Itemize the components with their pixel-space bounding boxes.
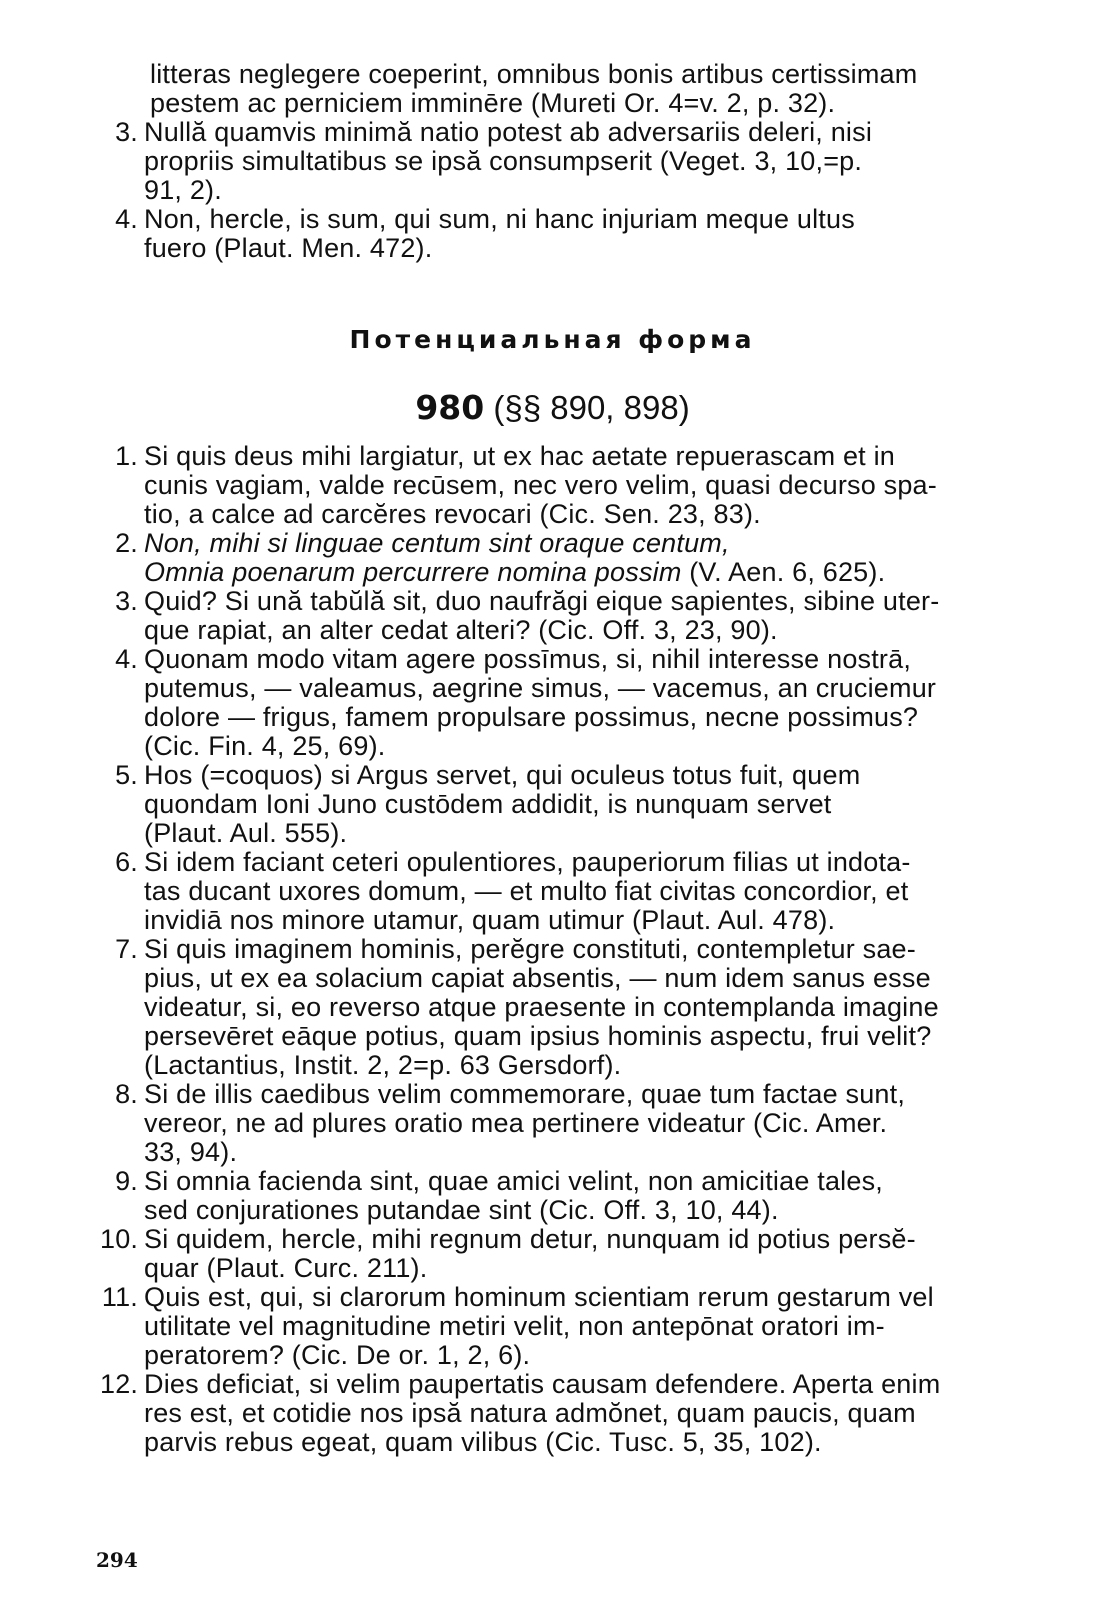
text-line: dolore — frigus, famem propulsare possimus, necne possimus? — [144, 702, 919, 732]
list-item — [100, 587, 1000, 645]
text-line: (Plaut. Aul. 555). — [144, 818, 348, 848]
exercise-list-top — [100, 118, 1000, 263]
text-line: sed conjurationes putandae sint (Cic. Off. 3, 10, 44). — [144, 1195, 779, 1225]
citation: (V. Aen. 6, 625). — [681, 557, 886, 587]
verse-line: Omnia poenarum percurrere nomina possim — [144, 557, 682, 587]
item-number: 8. — [115, 1079, 138, 1109]
list-item — [100, 761, 1000, 848]
text-line: Si omnia facienda sint, quae amici velint, non amicitiae tales, — [144, 1166, 883, 1196]
text-line: Dies deficiat, si velim paupertatis causam defendere. Aperta enim — [144, 1369, 941, 1399]
text-line: utilitate vel magnitudine metiri velit, non antepōnat oratori im- — [144, 1311, 885, 1341]
section-number-refs: (§§ 890, 898) — [493, 389, 690, 426]
text-line: Si idem faciant ceteri opulentiores, pauperiorum filias ut indota- — [144, 847, 911, 877]
section-heading: Потенциальная форма — [349, 325, 756, 354]
text-line: tio, a calce ad carcĕres revocari (Cic. Sen. 23, 83). — [144, 499, 761, 529]
text-line: Nullă quamvis minimă natio potest ab adversariis deleri, nisi — [144, 117, 873, 147]
item-number: 4. — [115, 644, 138, 674]
verse-line: Non, mihi si linguae centum sint oraque centum, — [144, 528, 730, 558]
text-line: Quis est, qui, si clarorum hominum scientiam rerum gestarum vel — [144, 1282, 934, 1312]
text-line: putemus, — valeamus, aegrine simus, — vacemus, an cruciemur — [144, 673, 937, 703]
item-number: 7. — [115, 934, 138, 964]
list-item — [100, 205, 1000, 263]
text-line: Hos (=coquos) si Argus servet, qui oculeus totus fuit, quem — [144, 760, 861, 790]
text-line: Si quis imaginem hominis, perĕgre constituti, contempletur sae- — [144, 934, 916, 964]
list-item — [100, 1225, 1000, 1283]
page-number: 294 — [96, 1548, 138, 1572]
text-line: Si quidem, hercle, mihi regnum detur, nunquam id potius persĕ- — [144, 1224, 916, 1254]
text-line: Si quis deus mihi largiatur, ut ex hac aetate repuerascam et in — [144, 441, 895, 471]
list-item — [100, 935, 1000, 1080]
list-item — [100, 1283, 1000, 1370]
text-line: 91, 2). — [144, 175, 222, 205]
item-number: 6. — [115, 847, 138, 877]
text-line: (Lactantius, Instit. 2, 2=p. 63 Gersdorf). — [144, 1050, 622, 1080]
list-item — [100, 529, 1000, 587]
text-line: Quid? Si ună tabŭlă sit, duo naufrăgi eique sapientes, sibine uter- — [144, 586, 940, 616]
text-line: 33, 94). — [144, 1137, 238, 1167]
exercise-list — [100, 442, 1000, 1457]
text-line: vereor, ne ad plures oratio mea pertinere videatur (Cic. Amer. — [144, 1108, 888, 1138]
list-item — [100, 1080, 1000, 1167]
text-line: invidiā nos minore utamur, quam utimur (Plaut. Aul. 478). — [144, 905, 836, 935]
text-line: persevēret eāque potius, quam ipsius hominis aspectu, frui velit? — [144, 1021, 932, 1051]
item-number: 10. — [100, 1224, 139, 1254]
section-number-bold: 980 — [415, 388, 485, 427]
text-line: (Cic. Fin. 4, 25, 69). — [144, 731, 386, 761]
text-line: propriis simultatibus se ipsă consumpserit (Veget. 3, 10,=p. — [144, 146, 863, 176]
list-item — [100, 848, 1000, 935]
item-number: 2. — [115, 528, 138, 558]
list-item — [100, 118, 1000, 205]
text-line: Non, hercle, is sum, qui sum, ni hanc injuriam meque ultus — [144, 204, 855, 234]
item-number: 9. — [115, 1166, 138, 1196]
text-line: peratorem? (Cic. De or. 1, 2, 6). — [144, 1340, 531, 1370]
text-line: pius, ut ex ea solacium capiat absentis, — num idem sanus esse — [144, 963, 931, 993]
text-line: Quonam modo vitam agere possīmus, si, nihil interesse nostrā, — [144, 644, 912, 674]
text-line: que rapiat, an alter cedat alteri? (Cic. Off. 3, 23, 90). — [144, 615, 778, 645]
text-line: tas ducant uxores domum, — et multo fiat civitas concordior, et — [144, 876, 909, 906]
item-number: 4. — [115, 204, 138, 234]
list-item — [100, 442, 1000, 529]
text-line: videatur, si, eo reverso atque praesente in contemplanda imagine — [144, 992, 939, 1022]
list-item — [100, 1167, 1000, 1225]
section-number — [0, 388, 1105, 427]
text-line: quar (Plaut. Curc. 211). — [144, 1253, 428, 1283]
text-line: quondam Ioni Juno custōdem addidit, is nunquam servet — [144, 789, 832, 819]
continuation-paragraph — [100, 60, 1050, 118]
item-number: 3. — [115, 117, 138, 147]
text-line: parvis rebus egeat, quam vilibus (Cic. Tusc. 5, 35, 102). — [144, 1427, 822, 1457]
item-number: 5. — [115, 760, 138, 790]
item-number: 12. — [100, 1369, 139, 1399]
item-number: 3. — [115, 586, 138, 616]
text-line: litteras neglegere coeperint, omnibus bonis artibus certissimam — [150, 59, 918, 89]
text-line: cunis vagiam, valde recūsem, nec vero velim, quasi decurso spa- — [144, 470, 937, 500]
list-item — [100, 645, 1000, 761]
item-number: 11. — [101, 1282, 138, 1312]
text-line: res est, et cotidie nos ipsă natura admŏnet, quam paucis, quam — [144, 1398, 916, 1428]
list-item — [100, 1370, 1000, 1457]
text-line: Si de illis caedibus velim commemorare, quae tum factae sunt, — [144, 1079, 906, 1109]
item-number: 1. — [115, 441, 138, 471]
text-line: pestem ac perniciem imminēre (Mureti Or. 4=v. 2, p. 32). — [150, 88, 836, 118]
text-line: fuero (Plaut. Men. 472). — [144, 233, 433, 263]
